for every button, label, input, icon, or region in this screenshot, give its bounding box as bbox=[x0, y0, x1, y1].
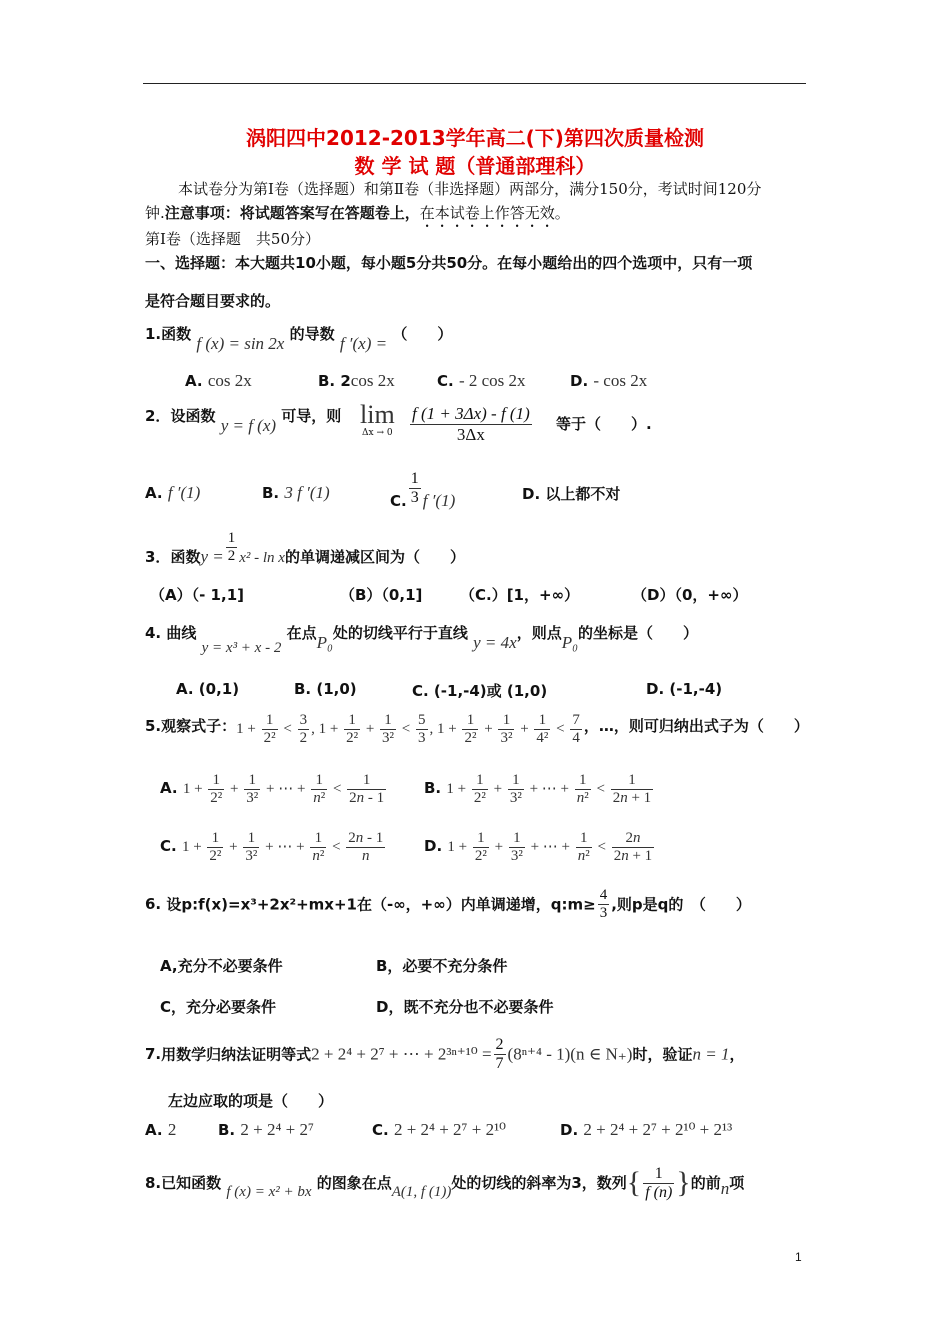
question-8: 8.已知函数 f (x) = x² + bx 的图象在点A(1, f (1))处的切线的斜率为3，数列{ $\frac{1}{f (n)}$ }的前n项 bbox=[145, 1164, 745, 1201]
q6-option-b: B，必要不充分条件 bbox=[376, 957, 508, 975]
intro-line-1: 本试卷分为第Ⅰ卷（选择题）和第Ⅱ卷（非选择题）两部分，满分150分，考试时间120分 bbox=[178, 180, 762, 198]
q4-option-d: D. (-1,-4) bbox=[646, 680, 723, 698]
q2-limit bbox=[360, 402, 395, 438]
page-number: 1 bbox=[795, 1250, 802, 1264]
question-1 bbox=[145, 323, 453, 353]
part-instructions-2: 是符合题目要求的。 bbox=[145, 292, 281, 310]
question-3: 3．函数y = $\frac{1}{2}$ x² - ln x的单调递减区间为（ ） bbox=[145, 530, 465, 567]
q2-option-a: A. f ′(1) bbox=[145, 483, 201, 502]
exam-subtitle: 数 学 试 题（普通部理科） bbox=[354, 154, 596, 178]
q2-numerator: f (1 + 3Δx) - f (1) bbox=[412, 404, 530, 423]
q5-option-c: C. 1 + $\frac{1}{\text{2²}}$ + $\frac{1}{\text{3²}}$ + ⋯ + $\frac{1}{\text{n²}}$ < $\frac{2n - 1}{n}$ bbox=[160, 830, 384, 865]
q1-option-c: C. - 2 cos 2x bbox=[437, 371, 526, 390]
q2-number: 2． bbox=[145, 407, 171, 425]
q4-option-b: B. (1,0) bbox=[294, 680, 357, 698]
q2-denominator: 3Δx bbox=[456, 424, 485, 444]
header-rule bbox=[143, 83, 806, 84]
q1-derivative: f ′(x) = bbox=[339, 334, 388, 353]
q1-blank: （ ） bbox=[392, 325, 453, 343]
notice-label: 注意事项：将试题答案写在答题卷上， bbox=[164, 204, 420, 222]
q6-option-d: D，既不充分也不必要条件 bbox=[376, 998, 554, 1016]
q2-lim: lim bbox=[360, 400, 395, 429]
q1-function: f (x) = sin 2x bbox=[196, 334, 285, 353]
question-6: 6. 设p:f(x)=x³+2x²+mx+1在（-∞，+∞）内单调递增，q:m≥ $\frac{4}{3}$ ,则p是q的 （ ） bbox=[145, 887, 751, 922]
q1-option-b: B. 2cos 2x bbox=[318, 371, 395, 390]
q7-option-c: C. 2 + 2⁴ + 2⁷ + 2¹⁰ bbox=[372, 1120, 506, 1139]
question-4: 4. 曲线 y = x³ + x - 2 在点P₀处的切线平行于直线 y = 4x，则点P₀的坐标是（ ） bbox=[145, 624, 699, 656]
q7-option-d: D. 2 + 2⁴ + 2⁷ + 2¹⁰ + 2¹³ bbox=[560, 1120, 733, 1139]
q2-function: y = f (x) bbox=[220, 416, 277, 435]
q3-option-a: （A）（- 1,1] bbox=[150, 586, 244, 604]
question-5: 5.观察式子：1 + $\frac{1}{\text{2²}}$ < $\frac{3}{2}$ , 1 + $\frac{1}{\text{2²}}$ + $\frac{1}{\text{3²}}$ < $\frac{5}{3}$ , 1 + $\frac{1}{\text{2²}}$ + $\frac{1}{\text{3²}}$ + $\frac{1}{\text{4²}}$ < $\frac{7}{4}$ ，…，则可归纳出式子为（ ） bbox=[145, 712, 809, 747]
q3-option-d: （D）（0，+∞） bbox=[632, 586, 748, 604]
q5-option-d: D. 1 + $\frac{1}{\text{2²}}$ + $\frac{1}{\text{3²}}$ + ⋯ + $\frac{1}{\text{n²}}$ < $\frac{2n}{2n + 1}$ bbox=[424, 830, 653, 865]
exam-title: 涡阳四中2012-2013学年高二(下)第四次质量检测 bbox=[246, 126, 704, 150]
q2-lim-sub: Δx → 0 bbox=[362, 428, 393, 438]
question-2 bbox=[145, 405, 342, 435]
q3-option-c: （C.）[1，+∞） bbox=[460, 586, 580, 604]
q7-option-b: B. 2 + 2⁴ + 2⁷ bbox=[218, 1120, 314, 1139]
q3-option-b: （B）（0,1] bbox=[340, 586, 423, 604]
intro-text: 钟. bbox=[145, 204, 165, 222]
q2-equals: 等于（ ）. bbox=[556, 415, 652, 433]
section-heading: 第Ⅰ卷（选择题 共50分） bbox=[145, 230, 321, 248]
q1-text: 函数 bbox=[161, 325, 192, 343]
q4-option-a: A. (0,1) bbox=[176, 680, 240, 698]
q1-number: 1. bbox=[145, 325, 162, 343]
q6-option-a: A,充分不必要条件 bbox=[160, 957, 283, 975]
q1-option-a: A. cos 2x bbox=[185, 371, 252, 390]
q7-line-2: 左边应取的项是（ ） bbox=[168, 1092, 334, 1110]
q2-fraction bbox=[408, 404, 534, 444]
part-instructions-1: 一、选择题：本大题共10小题，每小题5分共50分。在每小题给出的四个选项中，只有一项 bbox=[145, 254, 753, 272]
q2-option-d: D. 以上都不对 bbox=[522, 485, 621, 503]
q4-option-c: C. (-1,-4)或 (1,0) bbox=[412, 682, 548, 700]
intro-line-2 bbox=[145, 202, 570, 231]
q1-text-2: 的导数 bbox=[289, 325, 335, 343]
q5-option-b: B. 1 + $\frac{1}{\text{2²}}$ + $\frac{1}{\text{3²}}$ + ⋯ + $\frac{1}{\text{n²}}$ < $\frac{1}{2n + 1}$ bbox=[424, 772, 652, 807]
notice-emphasis: 在本试卷上作答无效。 bbox=[419, 204, 570, 222]
q2-option-c: C. $\frac{1}{3}$ f ′(1) bbox=[390, 470, 456, 511]
q7-option-a: A. 2 bbox=[145, 1120, 177, 1139]
question-7: 7.用数学归纳法证明等式2 + 2⁴ + 2⁷ + ⋯ + 2³ⁿ⁺¹⁰ = $\frac{2}{7}$ (8ⁿ⁺⁴ - 1)(n ∈ N₊)时，验证n = 1， bbox=[145, 1036, 745, 1073]
q2-text: 设函数 bbox=[170, 407, 216, 425]
q2-text-2: 可导，则 bbox=[281, 407, 342, 425]
q6-option-c: C，充分必要条件 bbox=[160, 998, 277, 1016]
q1-option-d: D. - cos 2x bbox=[570, 371, 648, 390]
q5-option-a: A. 1 + $\frac{1}{\text{2²}}$ + $\frac{1}{\text{3²}}$ + ⋯ + $\frac{1}{\text{n²}}$ < $\frac{1}{2n - 1}$ bbox=[160, 772, 385, 807]
q2-option-b: B. 3 f ′(1) bbox=[262, 483, 330, 502]
